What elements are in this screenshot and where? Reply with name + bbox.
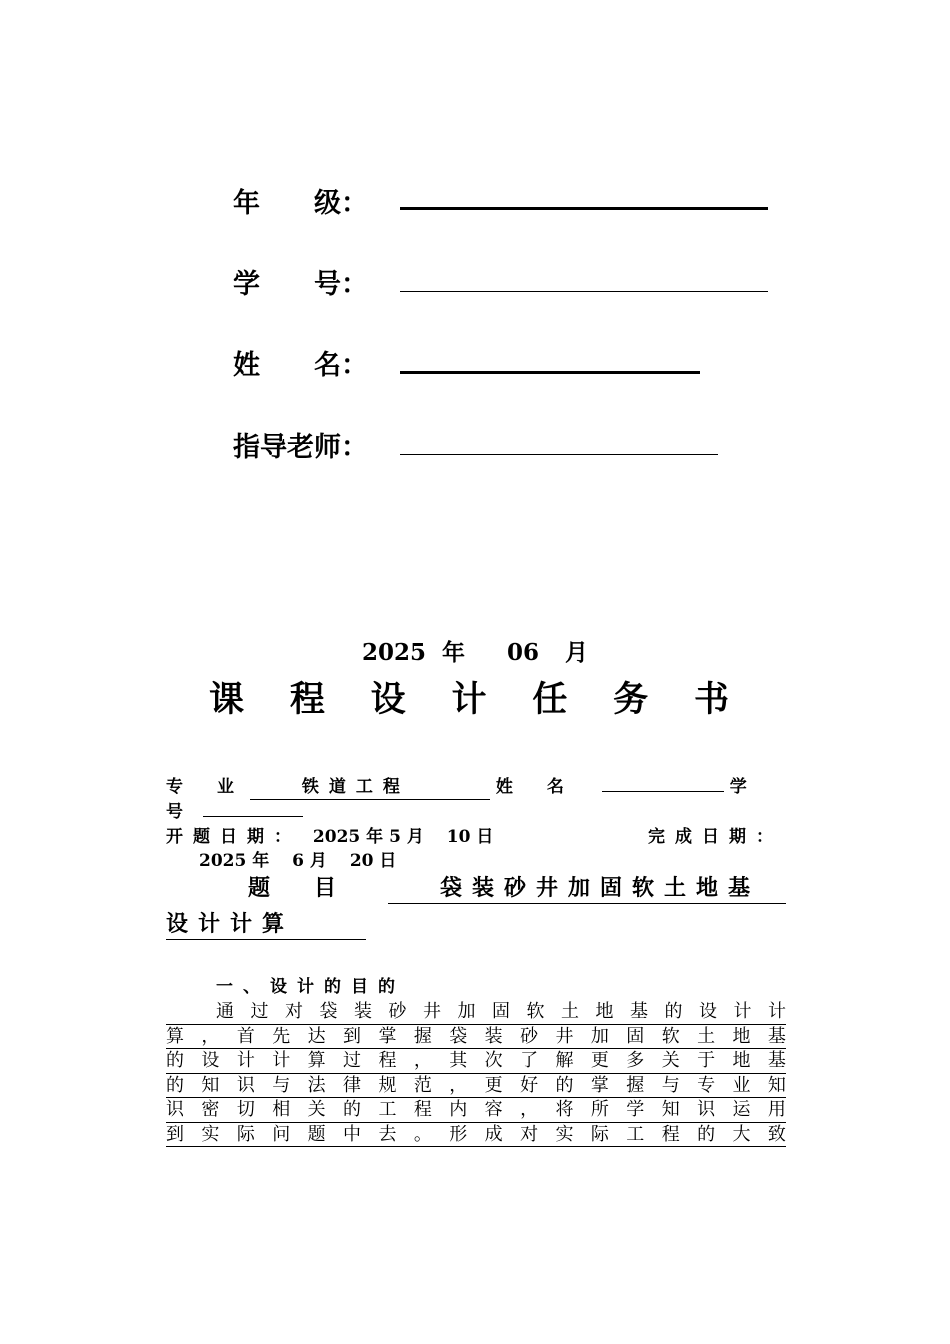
title-char: 设: [370, 679, 406, 720]
title-char: 务: [613, 679, 649, 720]
advisor-blank-line[interactable]: [400, 454, 718, 455]
paragraph-char: 大: [732, 1123, 751, 1145]
info-row-dates: [166, 825, 786, 849]
paragraph-char: 计: [733, 1001, 752, 1022]
paragraph-char: 与: [661, 1074, 680, 1096]
info-row-student-id: [166, 800, 786, 824]
paragraph-char: 砂: [388, 1001, 407, 1022]
paragraph-char: 对: [285, 1001, 303, 1022]
paragraph-char: 装: [354, 1001, 372, 1022]
paragraph-char: 计: [272, 1050, 291, 1071]
info-name-label: 姓 名: [495, 777, 564, 797]
paragraph-line: [166, 1000, 786, 1025]
paragraph-char: 识: [236, 1074, 255, 1096]
paragraph-char: 容: [484, 1099, 503, 1120]
paragraph-char: 基: [630, 1001, 648, 1022]
date-month: 06: [507, 639, 540, 666]
title-char: 任: [532, 679, 568, 720]
paragraph-char: 到: [166, 1123, 184, 1145]
paragraph-char: 地: [732, 1050, 751, 1071]
date-month-unit: 月: [565, 639, 589, 666]
title-char: 程: [289, 679, 325, 720]
paragraph-char: 的: [697, 1123, 716, 1145]
paragraph-char: 土: [697, 1025, 716, 1047]
finish-date-row: [199, 849, 819, 873]
start-date-label: 开题日期：: [166, 827, 301, 847]
topic-value-line1[interactable]: 袋装砂井加固软土地基: [388, 873, 786, 904]
topic-label: 题 目: [248, 875, 337, 901]
paragraph-char: 运: [732, 1099, 751, 1120]
paragraph-char: ，: [201, 1025, 220, 1047]
paragraph-char: 内: [449, 1099, 468, 1120]
paragraph-char: 算: [166, 1025, 184, 1047]
section1-heading-text: 一、设计的目的: [216, 977, 405, 997]
paragraph-char: 业: [732, 1074, 751, 1096]
paragraph-char: 井: [555, 1025, 574, 1047]
paragraph-char: 地: [732, 1025, 751, 1047]
paragraph-char: 多: [626, 1050, 645, 1071]
paragraph-char: 问: [272, 1123, 291, 1145]
paragraph-char: 地: [595, 1001, 614, 1022]
paragraph-char: 井: [423, 1001, 441, 1022]
paragraph-char: 计: [236, 1050, 255, 1071]
paragraph-char: 实: [201, 1123, 220, 1145]
paragraph-char: 过: [250, 1001, 269, 1022]
name-label: 姓 名：: [233, 350, 368, 381]
title-char: 计: [451, 679, 487, 720]
paragraph-char: 固: [626, 1025, 645, 1047]
paragraph-char: 。: [413, 1123, 432, 1145]
paragraph-char: 程: [378, 1050, 397, 1071]
date-year-unit: 年: [441, 639, 465, 666]
paragraph-char: 关: [661, 1050, 680, 1071]
paragraph-char: 程: [661, 1123, 680, 1145]
paragraph-char: 首: [236, 1025, 255, 1047]
paragraph-char: 际: [236, 1123, 255, 1145]
paragraph-char: 关: [307, 1099, 326, 1120]
paragraph-char: 工: [378, 1099, 397, 1120]
paragraph-char: 与: [272, 1074, 291, 1096]
paragraph-char: 将: [555, 1099, 574, 1120]
paragraph-char: 更: [484, 1074, 503, 1096]
topic-row-2: [166, 909, 786, 940]
start-date-value: 2025 年 5 月 10 日: [312, 827, 494, 847]
paragraph-char: 去: [378, 1123, 397, 1145]
finish-date-label: 完成日期：: [648, 827, 783, 847]
paragraph-char: ，: [449, 1074, 468, 1096]
paragraph-char: 律: [343, 1074, 362, 1096]
major-value[interactable]: 铁道工程: [250, 775, 490, 800]
date-year: 2025: [361, 639, 426, 666]
paragraph-char: 设: [699, 1001, 717, 1022]
paragraph-line: [166, 1123, 786, 1148]
paragraph-char: 的: [166, 1074, 184, 1096]
info-row-major: [166, 775, 786, 800]
advisor-field: [233, 424, 368, 464]
grade-field: [233, 180, 368, 220]
paragraph-char: 解: [555, 1050, 574, 1071]
paragraph-char: 加: [590, 1025, 609, 1047]
major-label: 专 业: [166, 777, 234, 797]
paragraph-char: 学: [626, 1099, 645, 1120]
paragraph-char: 识: [166, 1099, 184, 1120]
paragraph-char: 切: [236, 1099, 255, 1120]
paragraph-char: 知: [767, 1074, 786, 1096]
paragraph-char: 所: [590, 1099, 609, 1120]
paragraph-char: 握: [626, 1074, 645, 1096]
paragraph-char: 袋: [319, 1001, 338, 1022]
paragraph-char: ，: [520, 1099, 539, 1120]
paragraph-char: 基: [767, 1025, 786, 1047]
paragraph-char: 了: [520, 1050, 539, 1071]
paragraph-line: [166, 1074, 786, 1099]
paragraph-char: 用: [767, 1099, 786, 1120]
paragraph-char: 掌: [378, 1025, 397, 1047]
paragraph-char: 的: [664, 1001, 683, 1022]
title-char: 书: [693, 679, 729, 720]
title-char: 课: [209, 679, 245, 720]
paragraph-char: 工: [626, 1123, 645, 1145]
paragraph-char: 握: [413, 1025, 432, 1047]
paragraph-char: 基: [767, 1050, 786, 1071]
paragraph-char: 致: [767, 1123, 786, 1145]
paragraph-char: 达: [307, 1025, 326, 1047]
paragraph-char: 到: [343, 1025, 362, 1047]
student-id-blank-line[interactable]: [400, 291, 768, 292]
paragraph-char: 知: [661, 1099, 680, 1120]
paragraph-char: ，: [413, 1050, 432, 1071]
paragraph-char: 砂: [520, 1025, 539, 1047]
paragraph-char: 中: [343, 1123, 362, 1145]
paragraph-char: 土: [561, 1001, 579, 1022]
info-name-blank[interactable]: [602, 791, 724, 792]
student-id-label: 学 号：: [233, 269, 368, 300]
paragraph-char: 范: [413, 1074, 432, 1096]
paragraph-char: 计: [768, 1001, 786, 1022]
paragraph-line: [166, 1025, 786, 1050]
paragraph-char: 掌: [590, 1074, 609, 1096]
paragraph-char: 程: [413, 1099, 432, 1120]
paragraph-char: 装: [484, 1025, 503, 1047]
paragraph-char: 软: [661, 1025, 680, 1047]
paragraph-char: 加: [457, 1001, 476, 1022]
paragraph-char: 好: [520, 1074, 539, 1096]
paragraph-char: 法: [307, 1074, 326, 1096]
paragraph-char: 的: [166, 1050, 184, 1071]
paragraph-char: 通: [216, 1001, 234, 1022]
paragraph-char: 设: [201, 1050, 220, 1071]
paragraph-char: 专: [697, 1074, 716, 1096]
info-student-id-label-cont: 号: [166, 802, 183, 822]
paragraph-char: 题: [307, 1123, 326, 1145]
paragraph-char: 次: [484, 1050, 503, 1071]
paragraph-char: 相: [272, 1099, 291, 1120]
student-id-field: [233, 261, 368, 301]
paragraph-char: 算: [307, 1050, 326, 1071]
paragraph-char: 更: [590, 1050, 609, 1071]
topic-value-line2[interactable]: 设计计算: [166, 909, 366, 940]
paragraph-line: [166, 1098, 786, 1123]
paragraph-char: 形: [449, 1123, 468, 1145]
cover-date: [0, 634, 950, 667]
paragraph-char: 规: [378, 1074, 397, 1096]
advisor-label: 指导老师：: [233, 432, 368, 463]
paragraph-char: 成: [484, 1123, 503, 1145]
grade-label: 年 级：: [233, 188, 368, 219]
paragraph-char: 先: [272, 1025, 291, 1047]
info-student-id-label: 学: [729, 777, 747, 797]
paragraph-char: 袋: [449, 1025, 468, 1047]
paragraph-char: 对: [520, 1123, 539, 1145]
paragraph-char: 密: [201, 1099, 220, 1120]
paragraph-char: 的: [343, 1099, 362, 1120]
paragraph-char: 知: [201, 1074, 220, 1096]
paragraph-char: 固: [492, 1001, 510, 1022]
paragraph-char: 识: [697, 1099, 716, 1120]
info-student-id-blank[interactable]: [203, 816, 303, 817]
doc-title: [209, 676, 729, 724]
section1-heading: [216, 975, 836, 999]
paragraph-char: 过: [343, 1050, 362, 1071]
paragraph-char: 其: [449, 1050, 468, 1071]
name-blank-line[interactable]: [400, 371, 700, 374]
section1-paragraph: [166, 1000, 786, 1147]
paragraph-char: 际: [590, 1123, 609, 1145]
topic-row: [166, 873, 786, 903]
paragraph-char: 的: [555, 1074, 574, 1096]
finish-date-value: 2025 年 6 月 20 日: [199, 851, 397, 871]
paragraph-char: 于: [697, 1050, 716, 1071]
name-field: [233, 342, 368, 382]
paragraph-char: 实: [555, 1123, 574, 1145]
paragraph-char: 软: [526, 1001, 545, 1022]
grade-blank-line[interactable]: [400, 207, 768, 210]
paragraph-line: [166, 1049, 786, 1074]
